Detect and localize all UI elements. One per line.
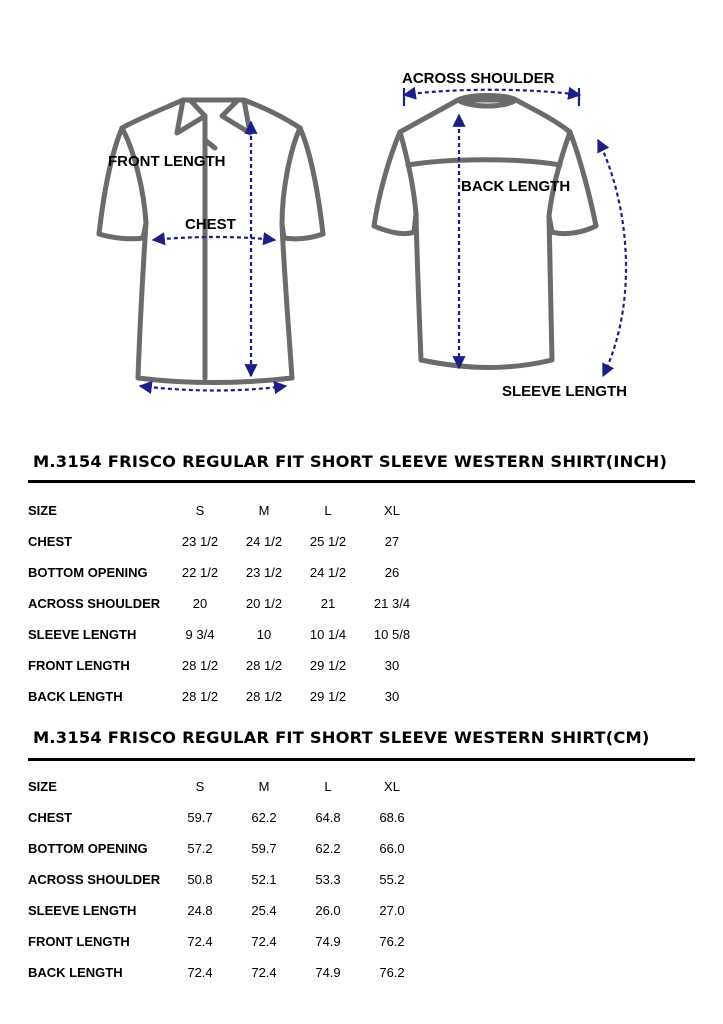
table-cell: 52.1 <box>251 872 277 887</box>
header-cell: L <box>324 503 332 518</box>
table-cell: 24 1/2 <box>309 565 347 580</box>
table-cell: 66.0 <box>379 841 405 856</box>
table-cell: 28 1/2 <box>181 689 219 704</box>
table-cell: 27 <box>384 534 400 549</box>
table-cell: 57.2 <box>187 841 213 856</box>
table-row <box>0 926 723 957</box>
table-cell: 64.8 <box>315 810 341 825</box>
back-right-sleeve-seam <box>549 132 570 216</box>
front-right-sleeve-seam <box>282 128 300 224</box>
table-cell: 29 1/2 <box>309 658 347 673</box>
back-left-sleeve-seam <box>400 132 416 214</box>
front-collar-right <box>222 100 250 133</box>
chest-label: CHEST <box>185 216 236 233</box>
table-cell: 76.2 <box>379 965 405 980</box>
table-cell: 28 1/2 <box>181 658 219 673</box>
table-cell: 10 5/8 <box>373 627 411 642</box>
title-underline <box>28 758 695 761</box>
table-cell: 26 <box>384 565 400 580</box>
table-cell: 21 <box>320 596 336 611</box>
table-cell: 28 1/2 <box>245 658 283 673</box>
table-row <box>0 802 723 833</box>
table-cell: 20 <box>192 596 208 611</box>
table-row <box>0 619 723 650</box>
table-cell: 22 1/2 <box>181 565 219 580</box>
table-row <box>0 650 723 681</box>
back-shirt-body-outline <box>374 100 596 368</box>
table-cell: 29 1/2 <box>309 689 347 704</box>
table-cell: 10 1/4 <box>309 627 347 642</box>
header-cell: M <box>258 779 270 794</box>
front-shirt-illustration <box>99 100 323 383</box>
table-row <box>0 833 723 864</box>
table-header-row <box>0 771 723 802</box>
row-label: CHEST <box>28 810 73 825</box>
row-label: CHEST <box>28 534 73 549</box>
table-cell: 59.7 <box>251 841 277 856</box>
size-table-cm <box>0 771 723 988</box>
sleeve-length-arrow <box>598 140 626 376</box>
table-row <box>0 957 723 988</box>
table-header-row <box>0 495 723 526</box>
header-cell: XL <box>384 779 400 794</box>
table-row <box>0 526 723 557</box>
table-cell: 28 1/2 <box>245 689 283 704</box>
table-cell: 72.4 <box>251 965 277 980</box>
table-cell: 53.3 <box>315 872 341 887</box>
table-cell: 27.0 <box>379 903 405 918</box>
header-cell: SIZE <box>28 503 57 518</box>
table-cell: 72.4 <box>251 934 277 949</box>
table-row <box>0 681 723 712</box>
across-shoulder-label: ACROSS SHOULDER <box>402 70 555 87</box>
table-cell: 50.8 <box>187 872 213 887</box>
row-label: BOTTOM OPENING <box>28 565 148 580</box>
row-label: FRONT LENGTH <box>28 934 130 949</box>
table-cell: 23 1/2 <box>181 534 219 549</box>
title-underline <box>28 480 695 483</box>
bottom-opening-arrow <box>140 386 286 391</box>
row-label: SLEEVE LENGTH <box>28 627 137 642</box>
table-cell: 30 <box>384 689 400 704</box>
back-shirt-illustration <box>374 96 596 368</box>
table-cell: 21 3/4 <box>373 596 411 611</box>
table-cell: 74.9 <box>315 965 341 980</box>
header-cell: M <box>258 503 270 518</box>
header-cell: SIZE <box>28 779 57 794</box>
shirt-measurement-diagram <box>0 0 723 420</box>
back-yoke <box>408 160 560 165</box>
table-row <box>0 864 723 895</box>
table-cell: 62.2 <box>251 810 277 825</box>
table-cell: 30 <box>384 658 400 673</box>
row-label: ACROSS SHOULDER <box>28 872 161 887</box>
header-cell: XL <box>384 503 400 518</box>
table-cell: 74.9 <box>315 934 341 949</box>
row-label: BACK LENGTH <box>28 689 123 704</box>
table-cell: 25 1/2 <box>309 534 347 549</box>
table-cell: 24.8 <box>187 903 213 918</box>
header-cell: S <box>195 779 205 794</box>
table-cell: 9 3/4 <box>185 627 215 642</box>
row-label: FRONT LENGTH <box>28 658 130 673</box>
row-label: BOTTOM OPENING <box>28 841 148 856</box>
table-cell: 24 1/2 <box>245 534 283 549</box>
table-cell: 68.6 <box>379 810 405 825</box>
front-length-label: FRONT LENGTH <box>108 153 226 170</box>
table-cell: 55.2 <box>379 872 405 887</box>
size-table-inch <box>0 495 723 712</box>
table-row <box>0 895 723 926</box>
table-cell: 59.7 <box>187 810 213 825</box>
row-label: BACK LENGTH <box>28 965 123 980</box>
table-row <box>0 557 723 588</box>
size-chart-cm-title: M.3154 FRISCO REGULAR FIT SHORT SLEEVE WESTERN SHIRT(CM) <box>33 728 650 747</box>
header-cell: L <box>324 779 332 794</box>
table-row <box>0 588 723 619</box>
row-label: SLEEVE LENGTH <box>28 903 137 918</box>
table-cell: 20 1/2 <box>245 596 283 611</box>
front-left-sleeve-seam <box>122 128 146 223</box>
table-cell: 25.4 <box>251 903 277 918</box>
table-cell: 72.4 <box>187 965 213 980</box>
table-cell: 76.2 <box>379 934 405 949</box>
table-cell: 10 <box>256 627 272 642</box>
chest-arrow <box>153 237 275 240</box>
table-cell: 72.4 <box>187 934 213 949</box>
row-label: ACROSS SHOULDER <box>28 596 161 611</box>
sleeve-length-label: SLEEVE LENGTH <box>502 383 628 400</box>
table-cell: 62.2 <box>315 841 341 856</box>
header-cell: S <box>195 503 205 518</box>
back-length-label: BACK LENGTH <box>461 178 571 195</box>
size-chart-inch-title: M.3154 FRISCO REGULAR FIT SHORT SLEEVE WESTERN SHIRT(INCH) <box>33 452 668 471</box>
table-cell: 26.0 <box>315 903 341 918</box>
table-cell: 23 1/2 <box>245 565 283 580</box>
front-collar-left <box>177 100 205 133</box>
